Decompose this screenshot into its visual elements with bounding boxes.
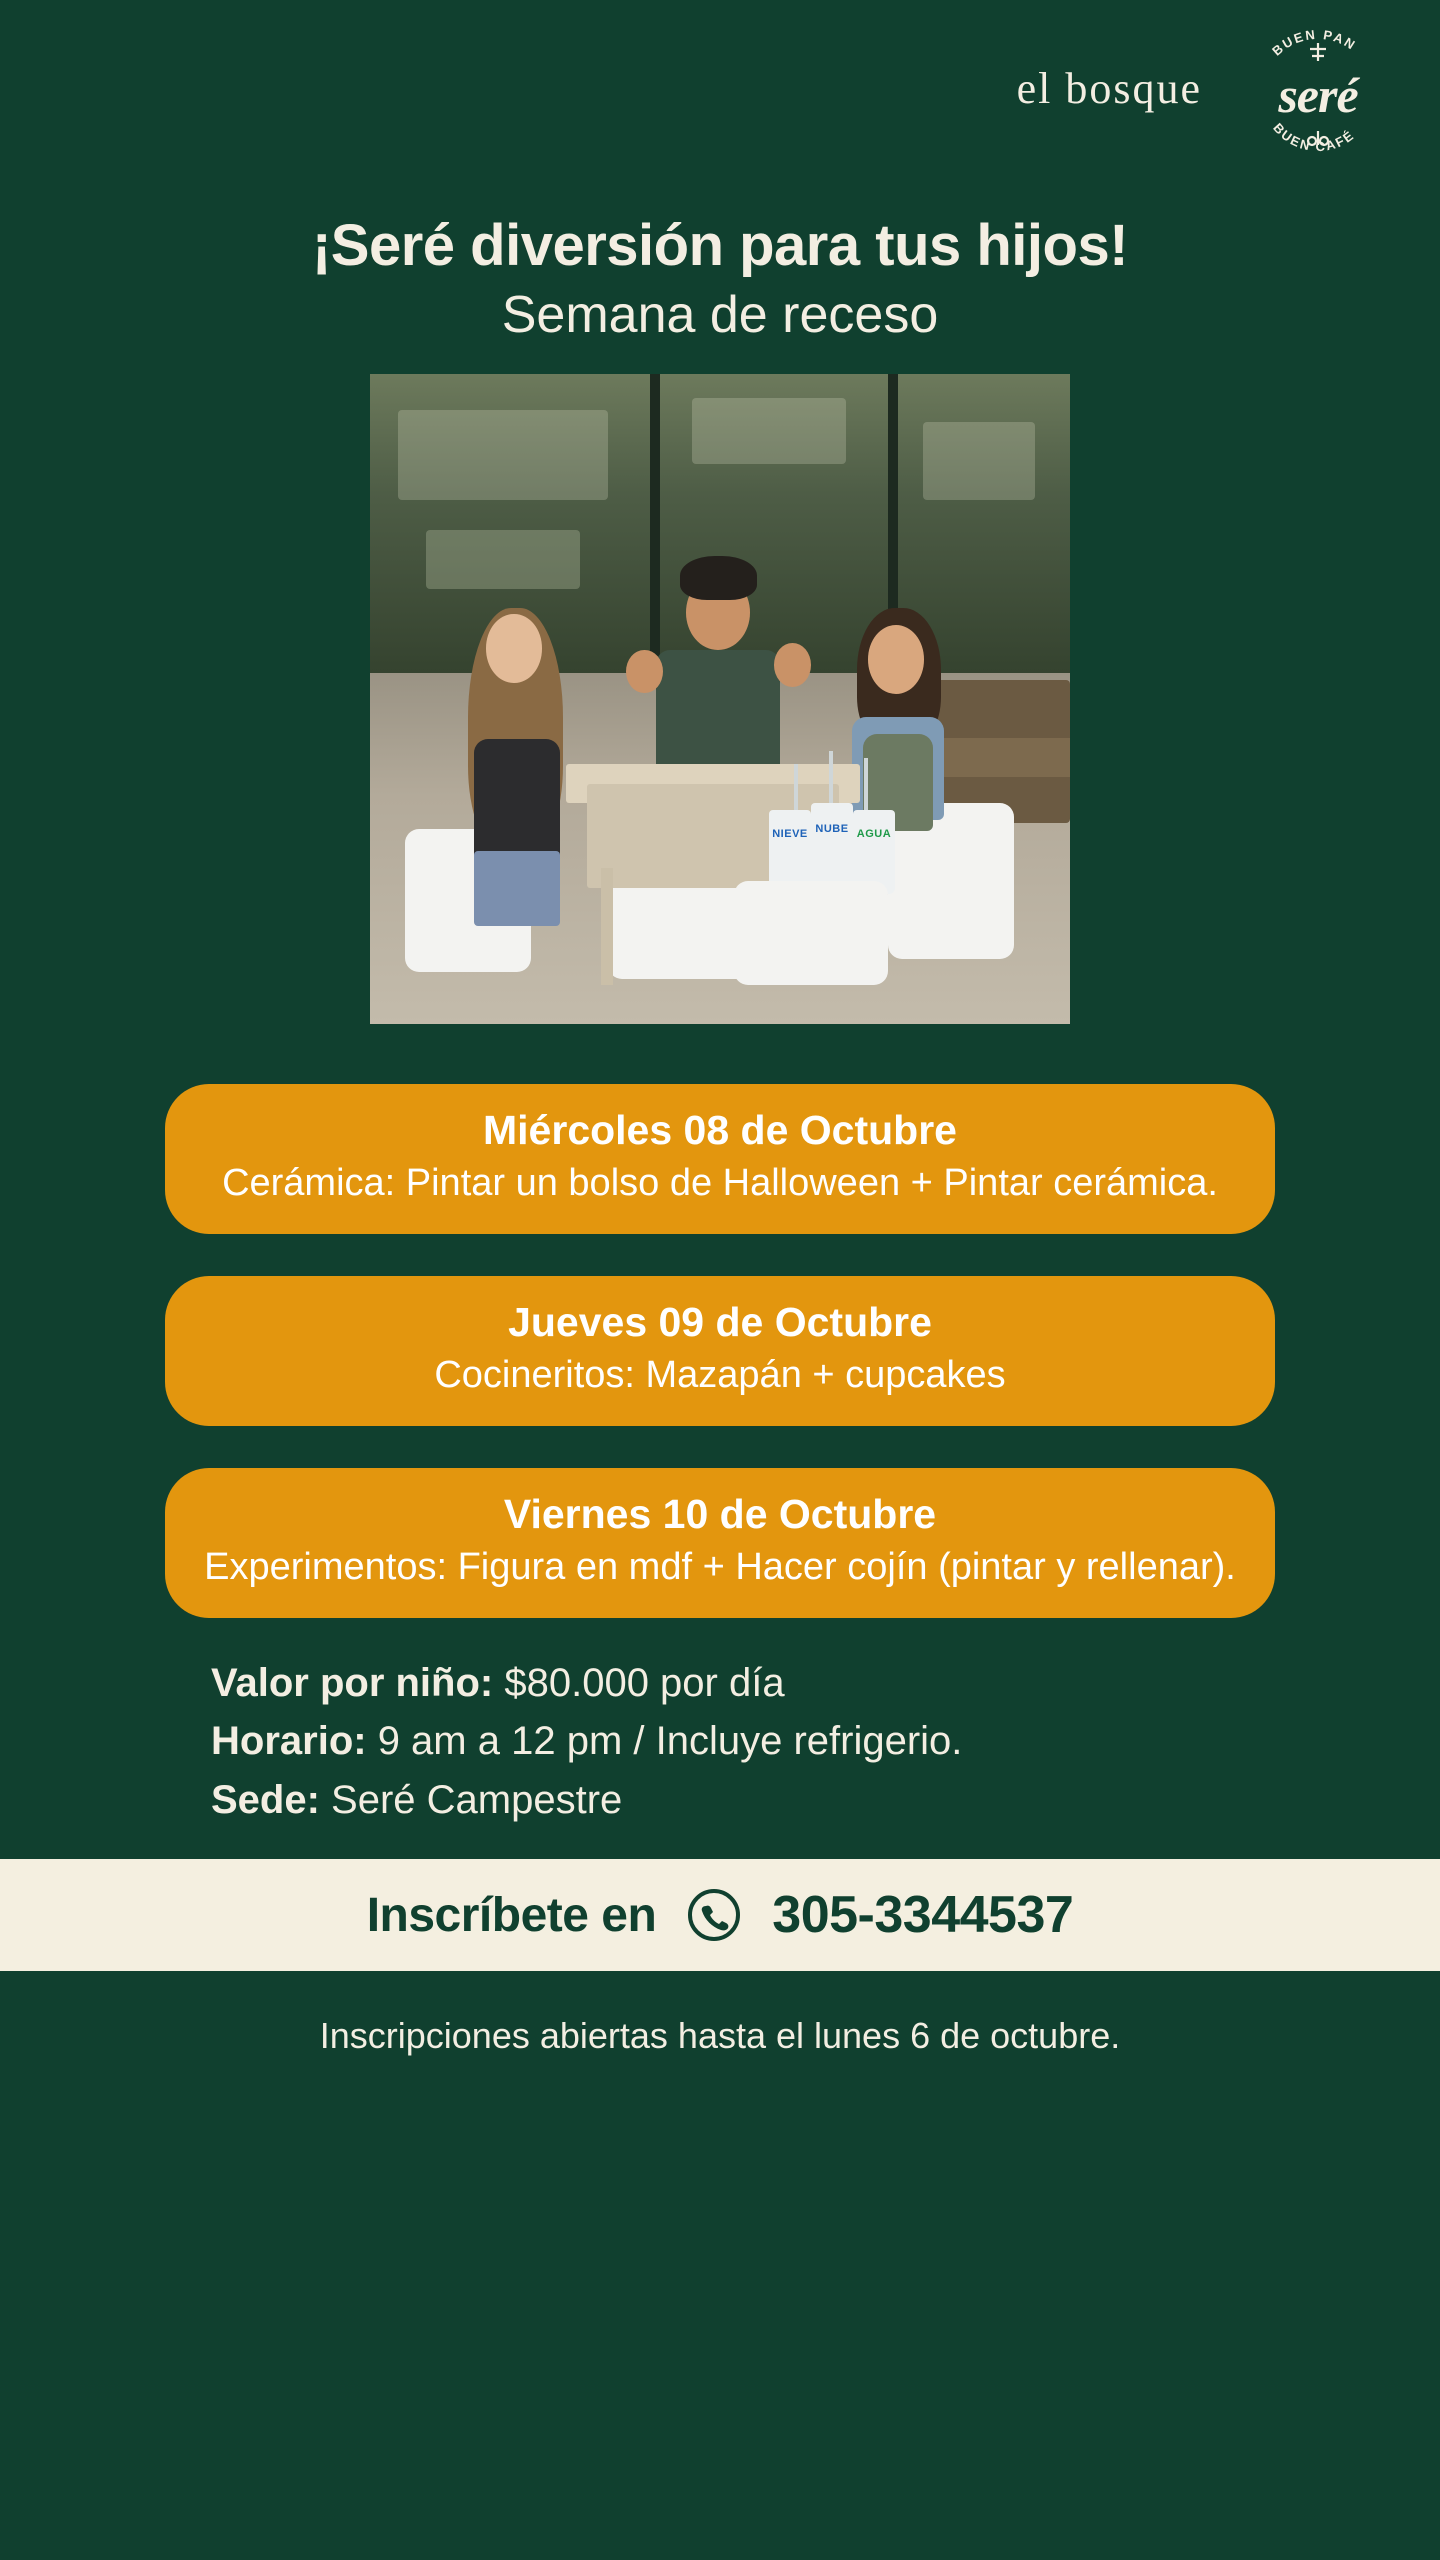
schedule-activity: Experimentos: Figura en mdf + Hacer cojín (pintar y rellenar). xyxy=(204,1546,1236,1589)
page-title: ¡Seré diversión para tus hijos! xyxy=(311,213,1129,278)
svg-text:BUEN PAN: BUEN PAN xyxy=(1269,26,1360,59)
detail-schedule-value: 9 am a 12 pm / Incluye refrigerio. xyxy=(366,1719,963,1764)
detail-schedule-label: Horario: xyxy=(211,1719,367,1764)
schedule-activity: Cerámica: Pintar un bolso de Halloween + Pintar cerámica. xyxy=(222,1162,1218,1205)
detail-price-value: $80.000 por día xyxy=(493,1660,785,1705)
schedule-card xyxy=(165,1084,1275,1234)
footnote: Inscripciones abiertas hasta el lunes 6 de octubre. xyxy=(319,2015,1121,2057)
bottle-nube: NUBE xyxy=(811,803,853,894)
detail-venue xyxy=(211,1773,1275,1827)
schedule-day: Miércoles 08 de Octubre xyxy=(483,1107,957,1154)
sere-wordmark: seré xyxy=(1278,67,1358,123)
header xyxy=(0,0,1440,190)
schedule-day: Viernes 10 de Octubre xyxy=(503,1490,937,1537)
detail-venue-value: Seré Campestre xyxy=(319,1777,623,1822)
schedule-activity: Cocineritos: Mazapán + cupcakes xyxy=(434,1354,1006,1397)
detail-venue-label: Sede: xyxy=(211,1777,320,1822)
cta-phone-number[interactable]: 305-3344537 xyxy=(772,1886,1074,1945)
page-subtitle: Semana de receso xyxy=(501,285,939,344)
cta-label: Inscríbete en xyxy=(366,1888,657,1942)
schedule-card xyxy=(165,1276,1275,1426)
bottle-nieve: NIEVE xyxy=(769,810,811,895)
event-photo xyxy=(370,374,1070,1024)
photo-illustration xyxy=(370,374,1070,1024)
svg-text:BUEN CAFÉ: BUEN CAFÉ xyxy=(1270,120,1358,155)
detail-price xyxy=(211,1656,1275,1710)
schedule-day: Jueves 09 de Octubre xyxy=(508,1299,932,1345)
brand-el-bosque-logo: el bosque xyxy=(1016,63,1202,113)
details-block xyxy=(165,1656,1275,1831)
cta-band xyxy=(0,1859,1440,1971)
detail-price-label: Valor por niño: xyxy=(211,1660,494,1705)
bottle-agua: AGUA xyxy=(853,810,895,895)
schedule-card xyxy=(165,1468,1275,1618)
schedule-list xyxy=(165,1084,1275,1618)
detail-schedule xyxy=(211,1714,1275,1768)
whatsapp-icon[interactable] xyxy=(686,1887,742,1943)
brand-sere-logo xyxy=(1242,19,1394,171)
